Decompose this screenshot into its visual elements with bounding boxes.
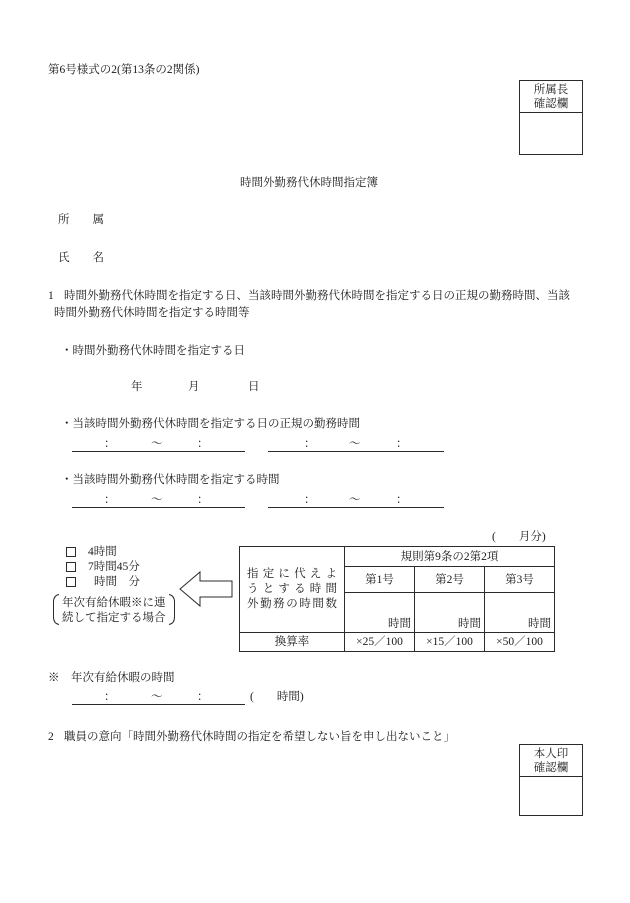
annual-leave-hours-field[interactable]: ( 時間) xyxy=(250,691,304,703)
checkbox-option-1[interactable] xyxy=(66,547,76,557)
time-tilde: 〜 xyxy=(349,438,361,450)
regular-hours-range-field-1[interactable] xyxy=(72,437,245,452)
designated-hours-range-field-2[interactable] xyxy=(268,493,444,508)
section1-heading-line2: 時間外勤務代休時間を指定する時間等 xyxy=(54,307,250,319)
checkbox-option-3[interactable] xyxy=(66,577,76,587)
date-month-label: 月 xyxy=(188,381,200,393)
left-arrow-icon xyxy=(178,570,234,608)
time-colon: ： xyxy=(104,494,116,506)
date-year-label: 年 xyxy=(131,381,143,393)
section1-number: 1 xyxy=(48,290,54,302)
hours-unit-label: 時間 xyxy=(528,618,552,630)
time-tilde: 〜 xyxy=(151,438,163,450)
leave-option-label-3: 時間 分 xyxy=(94,576,140,588)
column-header-item-1: 第1号 xyxy=(345,567,415,593)
form-number: 第6号様式の2(第13条の2関係) xyxy=(48,64,200,76)
hours-input-cell-3[interactable] xyxy=(485,593,555,633)
time-tilde: 〜 xyxy=(151,494,163,506)
leave-option-label-1: 4時間 xyxy=(88,546,117,558)
row-header-line-3: 外勤務の時間数 xyxy=(247,598,337,610)
conversion-rate-3: ×50／100 xyxy=(485,633,555,652)
annual-leave-hours-label: ※ 年次有給休暇の時間 xyxy=(48,672,175,684)
personal-box-caption xyxy=(520,745,582,777)
regulation-group-header: 規則第9条の2第2項 xyxy=(345,547,555,567)
supervisor-box-label-1: 所属長 xyxy=(533,83,569,96)
column-header-item-3: 第3号 xyxy=(485,567,555,593)
conversion-rate-2: ×15／100 xyxy=(415,633,485,652)
time-tilde: 〜 xyxy=(151,691,163,703)
conversion-rate-label: 換算率 xyxy=(240,633,345,652)
overtime-hours-row-header xyxy=(240,547,345,633)
row-header-line-1: 指定に代えよ xyxy=(247,568,337,580)
personal-box-label-1: 本人印 xyxy=(533,747,569,760)
section2-text: 職員の意向「時間外勤務代休時間の指定を希望しない旨を申し出ないこと」 xyxy=(64,731,455,743)
designated-hours-label: ・当該時間外勤務代休時間を指定する時間 xyxy=(61,474,280,486)
time-colon: ： xyxy=(197,691,209,703)
time-colon: ： xyxy=(104,438,116,450)
personal-stamp-area[interactable] xyxy=(520,777,582,815)
personal-box-label-2: 確認欄 xyxy=(533,761,569,774)
hours-input-cell-2[interactable] xyxy=(415,593,485,633)
regular-hours-range-field-2[interactable] xyxy=(268,437,444,452)
month-portion-label[interactable]: ( 月分) xyxy=(492,531,546,543)
leave-note-line-2: 続して指定する場合 xyxy=(62,612,166,624)
time-colon: ： xyxy=(396,494,408,506)
name-label: 氏 名 xyxy=(58,252,104,264)
regular-hours-label: ・当該時間外勤務代休時間を指定する日の正規の勤務時間 xyxy=(61,418,360,430)
hours-unit-label: 時間 xyxy=(388,618,411,630)
date-day-label: 日 xyxy=(248,381,260,393)
section2-number: 2 xyxy=(48,731,54,743)
conversion-table xyxy=(239,546,555,652)
supervisor-confirmation-box xyxy=(519,80,583,155)
time-colon: ： xyxy=(396,438,408,450)
hours-unit-label: 時間 xyxy=(458,618,481,630)
annual-leave-range-field[interactable] xyxy=(72,690,245,705)
section1-heading-line1: 時間外勤務代休時間を指定する日、当該時間外勤務代休時間を指定する日の正規の勤務時間、当該 xyxy=(64,290,570,302)
time-colon: ： xyxy=(304,494,316,506)
time-colon: ： xyxy=(104,691,116,703)
personal-confirmation-box xyxy=(519,744,583,816)
checkbox-option-2[interactable] xyxy=(66,562,76,572)
hours-input-cell-1[interactable] xyxy=(345,593,415,633)
leave-option-label-2: 7時間45分 xyxy=(88,561,140,573)
form-title: 時間外勤務代休時間指定簿 xyxy=(240,177,378,189)
affiliation-label: 所 属 xyxy=(58,214,104,226)
supervisor-stamp-area[interactable] xyxy=(520,113,582,154)
time-tilde: 〜 xyxy=(349,494,361,506)
date-item-label: ・時間外勤務代休時間を指定する日 xyxy=(61,345,245,357)
supervisor-box-caption xyxy=(520,81,582,113)
time-colon: ： xyxy=(197,438,209,450)
column-header-item-2: 第2号 xyxy=(415,567,485,593)
time-colon: ： xyxy=(304,438,316,450)
leave-note-line-1: 年次有給休暇※に連 xyxy=(62,597,166,609)
supervisor-box-label-2: 確認欄 xyxy=(533,97,569,110)
conversion-rate-1: ×25／100 xyxy=(345,633,415,652)
row-header-line-2: うとする時間 xyxy=(247,583,337,595)
time-colon: ： xyxy=(197,494,209,506)
designated-hours-range-field-1[interactable] xyxy=(72,493,245,508)
